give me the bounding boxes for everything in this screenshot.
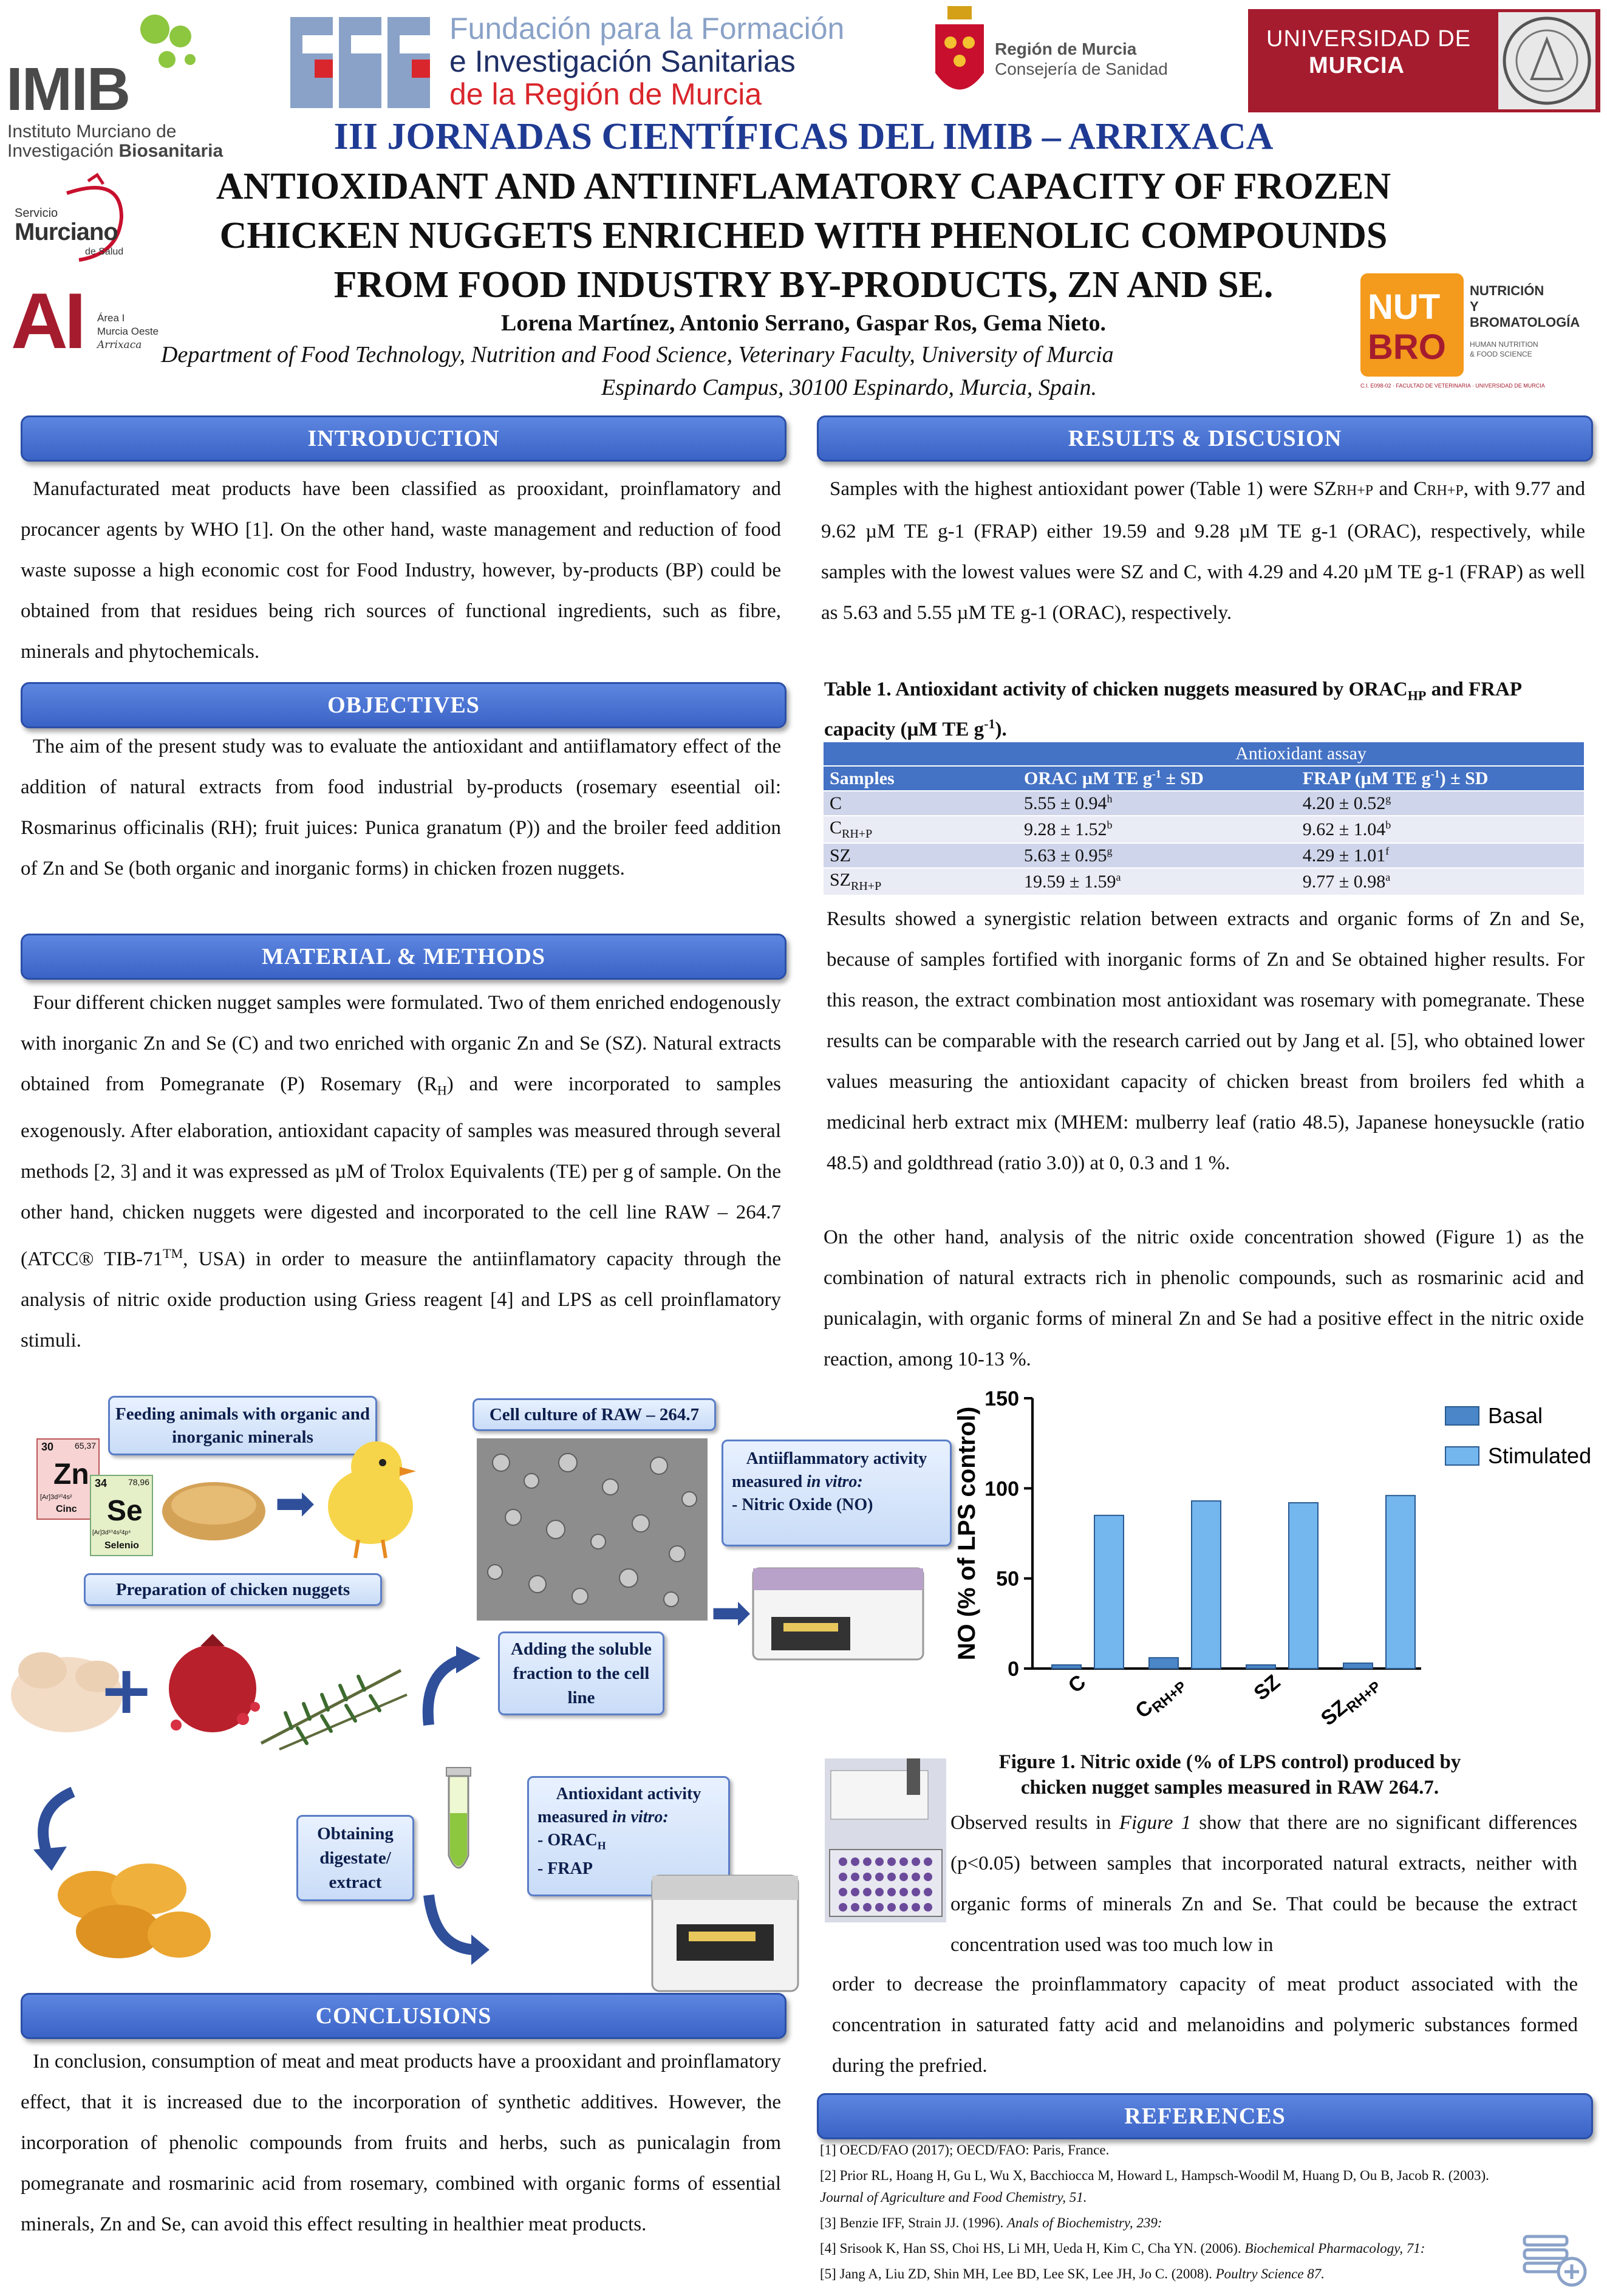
bar-stimulated [1094,1515,1124,1669]
table1-caption-b: and FRAP capacity (µM TE g [824,678,1521,740]
antioxidant-item1-sub: H [597,1839,606,1852]
references-header: REFERENCES [817,2093,1593,2139]
results-text-p5: order to decrease the proinflammatory capacity of meat product associated with the concentration in saturated fatty acid and melanoidins and polymeric substances formed during the prefried. [832,1973,1578,2077]
fried-nuggets-icon [52,1847,216,1974]
table1-frap-cell: 9.77 ± 0.98$^a$ [1297,868,1584,895]
nutbro-mark1: NUT [1368,287,1441,327]
zn-symbol: Zn [53,1458,89,1491]
results-p1b: RH+P [1336,483,1374,499]
affiliation-line1: Department of Food Technology, Nutrition and Food Science, Veterinary Faculty, University of Murcia [161,342,1114,367]
fluorometer-icon [646,1857,804,2003]
antiinflammatory-item: - Nitric Oxide (NO) [732,1495,873,1514]
table1-orac-cell: 9.28 ± 1.52$^b$ [1018,816,1297,843]
antioxidant-item1: - ORAC [537,1831,598,1850]
preparation-box: Preparation of chicken nuggets [84,1573,382,1606]
reference-item: [2] Prior RL, Hoang H, Gu L, Wu X, Bacchiocca M, Howard L, Hampsch-Woodil M, Huang D, Ou B, Jacob R. (2003). Journal of Agriculture and Food Chemistry, 51. [820,2168,1489,2205]
reference-item: [4] Srisook K, Han SS, Choi HS, Li MH, Ueda H, Kim C, Cha YN. (2006). Biochemical Pharmacology, 71: [820,2241,1425,2256]
rosemary-icon [255,1652,413,1755]
microplate-photo [825,1758,946,1922]
cell-culture-micrograph [477,1438,708,1621]
introduction-header: INTRODUCTION [21,415,786,462]
se-name: Selenio [104,1540,139,1551]
conclusions-header: CONCLUSIONS [21,1993,786,2039]
table1-orac-cell: 5.55 ± 0.94$^h$ [1018,791,1297,816]
sms-line2: Murciano [15,219,118,245]
results-text-p4 [950,1803,1577,1966]
region-line1: Región de Murcia [995,39,1137,58]
figure1-caption-line2: chicken nugget samples measured in RAW 264.7. [1020,1777,1439,1799]
table1-sample-cell: C [824,791,1018,816]
methods-text-p1: Four different chicken nugget samples were formulated. Two of them enriched endogenously with inorganic Zn and Se (C) and two enriched with organic Zn and Se (SZ). Natural extracts obtained from Pomegranate (P) Rosemary (R [21,992,781,1095]
ffis-logo [290,11,910,114]
y-tick-label: 0 [1008,1658,1019,1681]
table1-header-row [824,766,1584,791]
y-tick-label: 50 [996,1567,1019,1591]
nutbro-mark2: BRO [1368,327,1446,367]
nutbro-line4: HUMAN NUTRITION [1470,340,1538,349]
imib-dots-icon [137,12,197,73]
nutbro-line5: & FOOD SCIENCE [1470,350,1532,358]
references-list [820,2139,1582,2289]
table1-col0: Samples [824,766,1018,791]
area-line2: Murcia Oeste [97,326,159,337]
x-tick-label: $C_{RH+P}$ [1131,1678,1190,1723]
legend-label-stimulated: Stimulated [1488,1443,1592,1468]
adding-box: Adding the soluble fraction to the cell line [498,1631,664,1715]
antiinflammatory-line2a: measured [732,1472,807,1491]
se-symbol: Se [107,1495,143,1527]
bar-stimulated [1192,1501,1221,1669]
area-line1: Área I [97,312,125,324]
table1-row [824,816,1584,843]
table1-col1: ORAC µM TE $g^{-1}$ ± SD [1018,766,1297,791]
bar-stimulated [1386,1495,1415,1669]
results-p4b: Figure 1 [1119,1812,1192,1834]
cell-culture-box: Cell culture of RAW – 264.7 [473,1398,716,1431]
methods-text-p1-sub: H [437,1082,447,1098]
antioxidant-title: Antioxidant activity [556,1785,701,1803]
results-p1e: , with 9.77 and 9.62 µM TE g-1 (FRAP) either 19.59 and 9.28 µM TE g-1 (ORAC), respectively, while samples with the lowest values were SZ and C, with 4.29 and 4.20 µM TE g-1 (FRAP) as well as 5.63 and 5.55 µM TE g-1 (ORAC), respectively. [821,478,1585,624]
se-number: 34 [95,1477,107,1489]
figure1-caption-line1: Figure 1. Nitric oxide (% of LPS control) produced by [998,1751,1461,1773]
plate-reader-icon [747,1556,929,1678]
um-line1: UNIVERSIDAD DE [1266,26,1472,52]
methods-text-p2-sup: TM [163,1245,183,1261]
imib-mark: IMIB [6,55,130,123]
table1-frap-cell: 4.20 ± 0.52$^g$ [1297,791,1584,816]
conference-title: III JORNADAS CIENTÍFICAS DEL IMIB – ARRIXACA [333,116,1274,157]
affiliation-line2: Espinardo Campus, 30100 Espinardo, Murcia, Spain. [601,375,1097,400]
sms-line3: de Salud [85,247,124,257]
bar-basal [1149,1658,1178,1669]
antioxidant-line2a: measured [537,1808,613,1826]
results-text-p1 [821,469,1585,634]
um-line2: MURCIA [1309,53,1405,78]
table1-caption-a: Table 1. Antioxidant activity of chicken nuggets measured by ORAC [824,678,1408,700]
zn-number: 30 [41,1441,54,1453]
objectives-text: The aim of the present study was to evaluate the antioxidant and antiiflamatory effect of the addition of natural extracts from food industrial by-products (rosemary eseential oil: Rosmarinus officinalis (RH); fruit juices: Punica granatum (P)) and the broiler feed addition of Zn and Se (both organic and inorganic forms) in chicken frozen nuggets. [21,736,781,880]
ffis-line2: e Investigación Sanitarias [449,44,796,78]
results-p4c: show that there are no significant differences (p<0.05) between samples that incorporated natural extracts, neither with organic forms of minerals Zn and Se. That could be because the extract concentration used was too much low in [950,1812,1577,1956]
results-header: RESULTS & DISCUSION [817,415,1593,462]
area-mark: AI [11,276,83,365]
legend-swatch-basal [1445,1407,1479,1425]
antioxidant-line2b: in vitro: [612,1808,669,1826]
curved-arrow-down-icon [423,1883,490,1968]
bar-basal [1246,1665,1275,1669]
table1-orac-cell: 5.63 ± 0.95$^g$ [1018,843,1297,868]
se-config: [Ar]3d¹⁰4s²4p⁴ [92,1529,131,1536]
conclusions-text: In conclusion, consumption of meat and meat products have a prooxidant and proinflamatory effect, that it is increased due to the incorporation of synthetic additives. However, the incorporation of phenolic compounds from fruits and herbs, such as punicalagin from pomegranate and rosmarinic acid from rosemary, combined with organic forms of essential minerals, Zn and Se, can avoid this effect resulting in healthier meat products. [21,2051,781,2235]
imib-line2b: Biosanitaria [118,141,223,161]
legend-swatch-stimulated [1445,1447,1479,1465]
table1-caption-c: ). [995,718,1007,740]
objectives-header: OBJECTIVES [21,682,786,728]
table1-sample-cell: $SZ_{RH+P}$ [824,868,1018,895]
table1-row [824,843,1584,868]
y-tick-label: 150 [984,1387,1019,1410]
figure1-caption [972,1749,1488,1800]
results-p4a: Observed results in [950,1812,1119,1834]
y-axis-label: NO (% of LPS control) [954,1406,980,1661]
table1-row [824,868,1584,895]
antiinflammatory-title: Antiiflammatory activity [746,1449,927,1468]
um-logo [1248,9,1600,112]
legend-label-basal: Basal [1488,1403,1543,1428]
imib-line1: Instituto Murciano de [7,121,177,142]
x-tick-label: $SZ_{RH+P}$ [1316,1678,1384,1731]
poster-title-line1: ANTIOXIDANT AND ANTIINFLAMATORY CAPACITY OF FROZEN [216,166,1391,207]
bar-basal [1052,1665,1081,1669]
um-seal-icon [1498,12,1595,109]
chick-icon [316,1433,425,1561]
se-element-card [90,1475,153,1556]
feed-grain-icon [159,1469,268,1542]
digestate-box: Obtaining digestate/ extract [296,1815,414,1901]
test-tube-icon [428,1765,489,1886]
results-text-p3: On the other hand, analysis of the nitric oxide concentration showed (Figure 1) as the combination of natural extracts rich in phenolic compounds, such as rosmarinic acid and punicalagin, with organic forms of mineral Zn and Se had a positive effect in the nitric oxide reaction, among 10-13 %. [824,1226,1584,1370]
methods-header: MATERIAL & METHODS [21,934,786,980]
poster-title-line2: CHICKEN NUGGETS ENRICHED WITH PHENOLIC COMPOUNDS [219,215,1388,256]
table1-group-row [824,742,1584,766]
ffis-mark-icon [290,11,448,108]
sms-line1: Servicio [15,207,58,220]
zn-mass: 65,37 [74,1441,96,1450]
imib-line2a: Investigación [7,141,119,161]
reference-item: [3] Benzie IFF, Strain JJ. (1996). Anals of Biochemistry, 239: [820,2215,1162,2230]
results-p1a: Samples with the highest antioxidant power (Table 1) were SZ [830,478,1337,500]
ffis-line1: Fundación para la Formación [449,12,845,46]
region-logo [929,6,1172,109]
bar-basal [1343,1663,1373,1669]
poster-title-line3: FROM FOOD INDUSTRY BY-PRODUCTS, ZN AND SE. [333,264,1274,306]
table1-col2: FRAP (µM TE $g^{-1}$) ± SD [1297,766,1584,791]
x-tick-label: C [1063,1670,1091,1698]
nutbro-line6: C.I. E098-02 · FACULTAD DE VETERINARIA · UNIVERSIDAD DE MURCIA [1360,383,1545,389]
zn-name: Cinc [56,1504,77,1514]
ffis-line3: de la Región de Murcia [449,77,762,111]
authors: Lorena Martínez, Antonio Serrano, Gaspar Ros, Gema Nieto. [500,310,1106,336]
methods-text-p3: , USA) in order to measure the antiinflamatory capacity through the analysis of nitric oxide production using Griess reagent [4] and LPS as cell proinflamatory stimuli. [21,1248,781,1351]
results-p1d: RH+P [1427,483,1464,499]
figure1-chart [947,1386,1592,1731]
table1 [824,742,1584,896]
zn-config: [Ar]3d¹⁰4s² [40,1494,72,1501]
table1-frap-cell: 9.62 ± 1.04$^b$ [1297,816,1584,843]
table1-row [824,791,1584,816]
bar-stimulated [1289,1503,1318,1669]
arrow-right-icon: ➡ [275,1475,316,1531]
table1-caption-sup: -1 [984,716,995,731]
table1-group-header: Antioxidant assay [1018,742,1584,766]
nutbro-line2: Y [1470,299,1479,314]
table1-caption-sub: HP [1407,688,1427,703]
table1-frap-cell: 4.29 ± 1.01$^f$ [1297,843,1584,868]
plus-icon: + [98,1651,155,1729]
antioxidant-item2: - FRAP [537,1859,593,1878]
reference-item: [5] Jang A, Liu ZD, Shin MH, Lee BD, Lee SK, Lee JH, Jo C. (2008). Poultry Science 87. [820,2266,1325,2281]
methods-text [21,983,781,1361]
curved-arrow-up-icon [417,1646,483,1731]
x-tick-label: SZ [1249,1670,1285,1706]
reference-item: [1] OECD/FAO (2017); OECD/FAO: Paris, France. [820,2142,1110,2158]
region-line2: Consejería de Sanidad [995,60,1168,78]
table1-sample-cell: SZ [824,843,1018,868]
antiinflammatory-line2b: in vitro: [807,1472,863,1491]
y-tick-label: 100 [984,1477,1019,1501]
se-mass: 78,96 [128,1477,149,1487]
methods-text-p2: ) and were incorporated to samples exogenously. After elaboration, antioxidant capacity of samples was measured through several methods [2, 3] and it was expressed as µM of Trolox Equivalents (TE) per g of sample. On the other hand, chicken nuggets were digested and incorporated to the cell line RAW – 264.7 (ATCC® TIB-71 [21,1073,781,1270]
introduction-text: Manufacturated meat products have been classified as prooxidant, proinflamatory and procancer agents by WHO [1]. On the other hand, waste management and reduction of food waste suposse a high economic cost for Food Industry, however, by-products (BP) could be obtained from that residues being rich sources of functional ingredients, such as fibre, minerals and phytochemicals. [21,478,781,663]
area-line3: Arrixaca [97,339,142,351]
results-text-p2: Results showed a synergistic relation between extracts and organic forms of Zn and Se, because of samples fortified with inorganic forms of Zn and Se obtained higher results. For this reason, the extract combination most antioxidant was rosemary with pomegranate. These results can be comparable with the research carried out by Jang et al. [5], who obtained lower values measuring the antioxidant capacity of chicken breast from broilers fed whith a medicinal herb extract mix (MHEM: mulberry leaf (ratio 48.5), Japanese honeysuckle (ratio 48.5) and goldthread (ratio 3.0)) at 0, 0.3 and 1 %. [827,908,1585,1174]
library-icon [1518,2218,1591,2291]
antiinflammatory-box [722,1440,952,1546]
results-p1c: and C [1373,478,1427,500]
table1-orac-cell: 19.59 ± 1.59$^a$ [1018,868,1297,895]
nutbro-line3: BROMATOLOGÍA [1470,315,1580,330]
coat-of-arms-icon [929,6,990,109]
table1-caption [824,675,1583,743]
feeding-box: Feeding animals with organic and inorganic minerals [108,1396,377,1455]
nutbro-line1: NUTRICIÓN [1470,283,1544,298]
table1-sample-cell: $C_{RH+P}$ [824,816,1018,843]
arrow-right-icon-2: ➡ [711,1584,752,1641]
